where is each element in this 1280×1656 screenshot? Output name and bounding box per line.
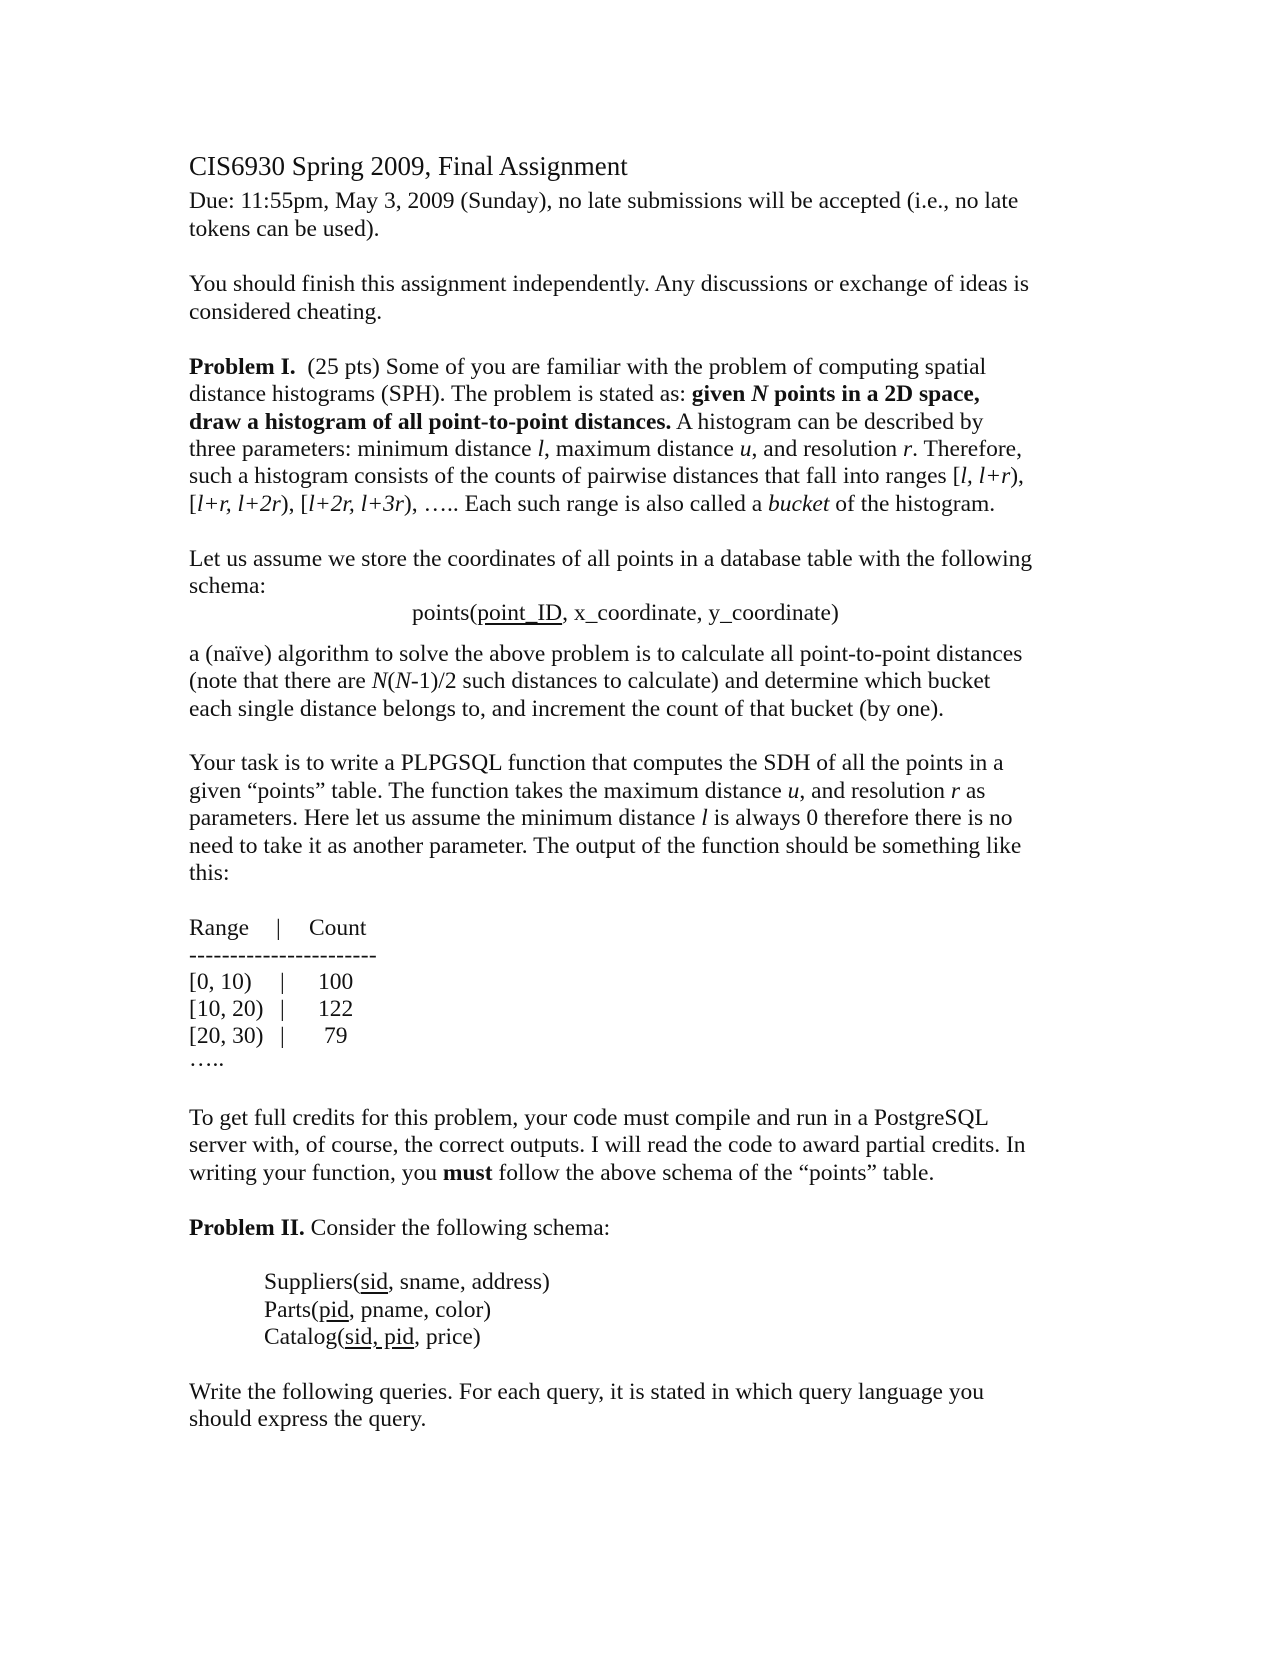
table-rule: ----------------------- bbox=[189, 942, 378, 968]
table-row-separator: | bbox=[280, 996, 285, 1022]
table-row-separator: | bbox=[280, 1023, 285, 1049]
problem1-line-4: three parameters: minimum distance l, maximum distance u, and resolution r. Therefore, bbox=[189, 436, 1022, 462]
table-row-count: 79 bbox=[324, 1023, 348, 1049]
problem1-line-5: such a histogram consists of the counts of pairwise distances that fall into ranges [l, l+r), bbox=[189, 463, 1024, 489]
table-header-range: Range bbox=[189, 915, 250, 941]
problem1-line-3: draw a histogram of all point-to-point distances. A histogram can be described by bbox=[189, 409, 984, 435]
table-row-count: 100 bbox=[318, 969, 354, 995]
task-line-1: Your task is to write a PLPGSQL function that computes the SDH of all the points in a bbox=[189, 750, 1004, 776]
algorithm-line-3: each single distance belongs to, and increment the count of that bucket (by one). bbox=[189, 696, 945, 722]
honor-line-2: considered cheating. bbox=[189, 299, 383, 325]
credit-line-1: To get full credits for this problem, your code must compile and run in a PostgreSQL bbox=[189, 1105, 989, 1131]
table-row-range: [20, 30) bbox=[189, 1023, 264, 1049]
task-line-2: given “points” table. The function takes the maximum distance u, and resolution r as bbox=[189, 778, 986, 804]
problem1-line-2: distance histograms (SPH). The problem is stated as: given N points in a 2D space, bbox=[189, 381, 980, 407]
points-schema: points(point_ID, x_coordinate, y_coordinate) bbox=[412, 600, 839, 626]
catalog-schema: Catalog(sid, pid, price) bbox=[264, 1324, 481, 1350]
due-line-1: Due: 11:55pm, May 3, 2009 (Sunday), no late submissions will be accepted (i.e., no late bbox=[189, 188, 1019, 214]
problem1-heading: Problem I. bbox=[189, 354, 296, 380]
task-line-5: this: bbox=[189, 860, 230, 886]
queries-line-2: should express the query. bbox=[189, 1406, 427, 1432]
problem1-line-1: Problem I. (25 pts) Some of you are familiar with the problem of computing spatial bbox=[189, 354, 987, 380]
table-row-range: [0, 10) bbox=[189, 969, 252, 995]
table-header-separator: | bbox=[276, 915, 281, 941]
task-line-4: need to take it as another parameter. The output of the function should be something like bbox=[189, 833, 1022, 859]
credit-line-3: writing your function, you must follow the above schema of the “points” table. bbox=[189, 1160, 935, 1186]
task-line-3: parameters. Here let us assume the minimum distance l is always 0 therefore there is no bbox=[189, 805, 1013, 831]
parts-schema: Parts(pid, pname, color) bbox=[264, 1297, 492, 1323]
table-row-separator: | bbox=[280, 969, 285, 995]
table-row-range: [10, 20) bbox=[189, 996, 264, 1022]
honor-line-1: You should finish this assignment independently. Any discussions or exchange of ideas is bbox=[189, 271, 1030, 297]
table-ellipsis: ….. bbox=[189, 1046, 225, 1072]
credit-line-2: server with, of course, the correct outputs. I will read the code to award partial credits. In bbox=[189, 1132, 1026, 1158]
algorithm-line-1: a (naïve) algorithm to solve the above problem is to calculate all point-to-point distances bbox=[189, 641, 1023, 667]
algorithm-line-2: (note that there are N(N-1)/2 such distances to calculate) and determine which bucket bbox=[189, 668, 991, 694]
suppliers-schema: Suppliers(sid, sname, address) bbox=[264, 1269, 550, 1295]
table-row-count: 122 bbox=[318, 996, 354, 1022]
table-header-count: Count bbox=[309, 915, 367, 941]
schema-intro-1: Let us assume we store the coordinates of all points in a database table with the following bbox=[189, 546, 1033, 572]
assignment-title: CIS6930 Spring 2009, Final Assignment bbox=[189, 151, 628, 181]
due-line-2: tokens can be used). bbox=[189, 216, 380, 242]
schema-intro-2: schema: bbox=[189, 573, 266, 599]
problem2-heading: Problem II. bbox=[189, 1215, 305, 1241]
problem1-line-6: [l+r, l+2r), [l+2r, l+3r), ….. Each such range is also called a bucket of the histogram. bbox=[189, 491, 996, 517]
queries-line-1: Write the following queries. For each query, it is stated in which query language you bbox=[189, 1379, 985, 1405]
problem2-line-1: Problem II. Consider the following schema: bbox=[189, 1215, 611, 1241]
